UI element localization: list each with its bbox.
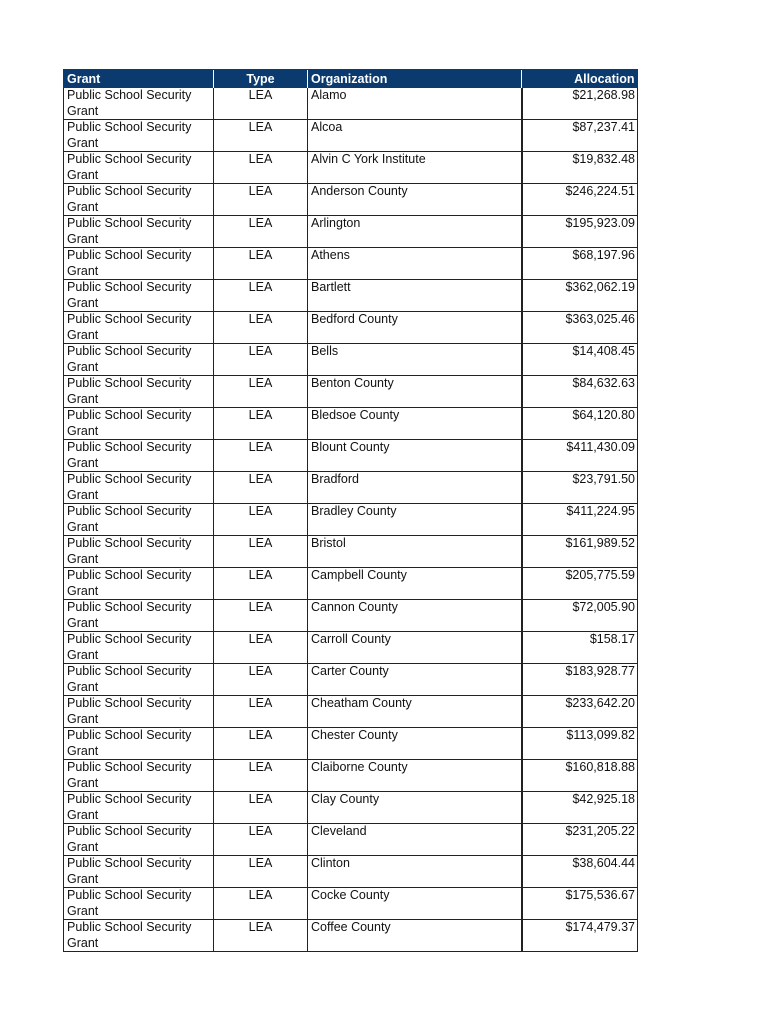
cell-allocation: $161,989.52 bbox=[522, 536, 638, 568]
cell-type: LEA bbox=[214, 376, 308, 408]
table-row bbox=[64, 536, 638, 568]
cell-organization: Athens bbox=[308, 248, 522, 280]
cell-allocation: $38,604.44 bbox=[522, 856, 638, 888]
cell-organization: Campbell County bbox=[308, 568, 522, 600]
cell-organization: Alamo bbox=[308, 88, 522, 120]
cell-grant: Public School Security Grant bbox=[64, 216, 214, 248]
cell-type: LEA bbox=[214, 216, 308, 248]
table-row bbox=[64, 216, 638, 248]
cell-type: LEA bbox=[214, 664, 308, 696]
table-row bbox=[64, 280, 638, 312]
cell-type: LEA bbox=[214, 184, 308, 216]
cell-type: LEA bbox=[214, 88, 308, 120]
cell-grant: Public School Security Grant bbox=[64, 376, 214, 408]
cell-organization: Carter County bbox=[308, 664, 522, 696]
cell-type: LEA bbox=[214, 152, 308, 184]
cell-organization: Claiborne County bbox=[308, 760, 522, 792]
cell-organization: Clay County bbox=[308, 792, 522, 824]
cell-organization: Bedford County bbox=[308, 312, 522, 344]
table-row bbox=[64, 696, 638, 728]
table-row bbox=[64, 152, 638, 184]
table-row bbox=[64, 440, 638, 472]
cell-grant: Public School Security Grant bbox=[64, 280, 214, 312]
cell-organization: Cocke County bbox=[308, 888, 522, 920]
cell-type: LEA bbox=[214, 120, 308, 152]
cell-grant: Public School Security Grant bbox=[64, 312, 214, 344]
cell-allocation: $64,120.80 bbox=[522, 408, 638, 440]
table-row bbox=[64, 888, 638, 920]
cell-allocation: $158.17 bbox=[522, 632, 638, 664]
cell-grant: Public School Security Grant bbox=[64, 152, 214, 184]
cell-type: LEA bbox=[214, 248, 308, 280]
cell-organization: Anderson County bbox=[308, 184, 522, 216]
cell-organization: Bristol bbox=[308, 536, 522, 568]
cell-allocation: $363,025.46 bbox=[522, 312, 638, 344]
cell-type: LEA bbox=[214, 792, 308, 824]
cell-grant: Public School Security Grant bbox=[64, 664, 214, 696]
cell-type: LEA bbox=[214, 600, 308, 632]
cell-allocation: $84,632.63 bbox=[522, 376, 638, 408]
table-row bbox=[64, 376, 638, 408]
cell-allocation: $42,925.18 bbox=[522, 792, 638, 824]
cell-allocation: $233,642.20 bbox=[522, 696, 638, 728]
table-row bbox=[64, 664, 638, 696]
cell-allocation: $246,224.51 bbox=[522, 184, 638, 216]
cell-grant: Public School Security Grant bbox=[64, 888, 214, 920]
cell-grant: Public School Security Grant bbox=[64, 632, 214, 664]
cell-allocation: $160,818.88 bbox=[522, 760, 638, 792]
table-row bbox=[64, 312, 638, 344]
cell-organization: Coffee County bbox=[308, 920, 522, 952]
table-row bbox=[64, 728, 638, 760]
cell-allocation: $205,775.59 bbox=[522, 568, 638, 600]
cell-grant: Public School Security Grant bbox=[64, 184, 214, 216]
cell-organization: Alcoa bbox=[308, 120, 522, 152]
cell-type: LEA bbox=[214, 568, 308, 600]
cell-type: LEA bbox=[214, 504, 308, 536]
cell-allocation: $195,923.09 bbox=[522, 216, 638, 248]
cell-grant: Public School Security Grant bbox=[64, 824, 214, 856]
cell-grant: Public School Security Grant bbox=[64, 536, 214, 568]
cell-allocation: $183,928.77 bbox=[522, 664, 638, 696]
cell-allocation: $72,005.90 bbox=[522, 600, 638, 632]
cell-grant: Public School Security Grant bbox=[64, 504, 214, 536]
cell-allocation: $362,062.19 bbox=[522, 280, 638, 312]
cell-organization: Benton County bbox=[308, 376, 522, 408]
cell-grant: Public School Security Grant bbox=[64, 248, 214, 280]
cell-organization: Carroll County bbox=[308, 632, 522, 664]
table-row bbox=[64, 568, 638, 600]
table-row bbox=[64, 792, 638, 824]
cell-type: LEA bbox=[214, 344, 308, 376]
column-header-grant: Grant bbox=[64, 70, 214, 89]
cell-grant: Public School Security Grant bbox=[64, 344, 214, 376]
cell-type: LEA bbox=[214, 536, 308, 568]
cell-type: LEA bbox=[214, 280, 308, 312]
table-row bbox=[64, 184, 638, 216]
cell-grant: Public School Security Grant bbox=[64, 120, 214, 152]
cell-organization: Bradley County bbox=[308, 504, 522, 536]
cell-allocation: $23,791.50 bbox=[522, 472, 638, 504]
cell-type: LEA bbox=[214, 824, 308, 856]
cell-allocation: $19,832.48 bbox=[522, 152, 638, 184]
cell-organization: Cleveland bbox=[308, 824, 522, 856]
cell-organization: Bledsoe County bbox=[308, 408, 522, 440]
cell-organization: Blount County bbox=[308, 440, 522, 472]
cell-type: LEA bbox=[214, 728, 308, 760]
cell-grant: Public School Security Grant bbox=[64, 856, 214, 888]
cell-grant: Public School Security Grant bbox=[64, 472, 214, 504]
cell-organization: Bradford bbox=[308, 472, 522, 504]
cell-grant: Public School Security Grant bbox=[64, 568, 214, 600]
table-row bbox=[64, 632, 638, 664]
table-row bbox=[64, 760, 638, 792]
table-row bbox=[64, 248, 638, 280]
cell-type: LEA bbox=[214, 472, 308, 504]
cell-organization: Bartlett bbox=[308, 280, 522, 312]
cell-type: LEA bbox=[214, 760, 308, 792]
column-header-type: Type bbox=[214, 70, 308, 89]
cell-allocation: $231,205.22 bbox=[522, 824, 638, 856]
cell-type: LEA bbox=[214, 632, 308, 664]
cell-allocation: $411,430.09 bbox=[522, 440, 638, 472]
table-row bbox=[64, 472, 638, 504]
column-header-allocation: Allocation bbox=[522, 70, 638, 89]
cell-allocation: $68,197.96 bbox=[522, 248, 638, 280]
table-row bbox=[64, 408, 638, 440]
cell-grant: Public School Security Grant bbox=[64, 760, 214, 792]
cell-organization: Alvin C York Institute bbox=[308, 152, 522, 184]
cell-organization: Clinton bbox=[308, 856, 522, 888]
cell-grant: Public School Security Grant bbox=[64, 600, 214, 632]
cell-allocation: $175,536.67 bbox=[522, 888, 638, 920]
header-row bbox=[64, 70, 638, 89]
table-body bbox=[64, 88, 638, 952]
allocation-table bbox=[63, 69, 638, 952]
table-row bbox=[64, 120, 638, 152]
cell-organization: Cheatham County bbox=[308, 696, 522, 728]
table-header bbox=[64, 70, 638, 89]
cell-allocation: $21,268.98 bbox=[522, 88, 638, 120]
cell-grant: Public School Security Grant bbox=[64, 792, 214, 824]
table-row bbox=[64, 344, 638, 376]
table-row bbox=[64, 824, 638, 856]
cell-organization: Arlington bbox=[308, 216, 522, 248]
table-row bbox=[64, 920, 638, 952]
table-row bbox=[64, 88, 638, 120]
cell-type: LEA bbox=[214, 920, 308, 952]
cell-organization: Cannon County bbox=[308, 600, 522, 632]
cell-grant: Public School Security Grant bbox=[64, 920, 214, 952]
cell-type: LEA bbox=[214, 312, 308, 344]
cell-grant: Public School Security Grant bbox=[64, 440, 214, 472]
cell-type: LEA bbox=[214, 856, 308, 888]
cell-organization: Chester County bbox=[308, 728, 522, 760]
cell-allocation: $14,408.45 bbox=[522, 344, 638, 376]
cell-allocation: $411,224.95 bbox=[522, 504, 638, 536]
cell-type: LEA bbox=[214, 408, 308, 440]
table-row bbox=[64, 856, 638, 888]
cell-type: LEA bbox=[214, 696, 308, 728]
cell-type: LEA bbox=[214, 888, 308, 920]
cell-organization: Bells bbox=[308, 344, 522, 376]
cell-allocation: $87,237.41 bbox=[522, 120, 638, 152]
cell-grant: Public School Security Grant bbox=[64, 408, 214, 440]
cell-type: LEA bbox=[214, 440, 308, 472]
cell-grant: Public School Security Grant bbox=[64, 88, 214, 120]
column-header-organization: Organization bbox=[308, 70, 522, 89]
cell-grant: Public School Security Grant bbox=[64, 728, 214, 760]
cell-grant: Public School Security Grant bbox=[64, 696, 214, 728]
cell-allocation: $174,479.37 bbox=[522, 920, 638, 952]
table-row bbox=[64, 600, 638, 632]
table-row bbox=[64, 504, 638, 536]
cell-allocation: $113,099.82 bbox=[522, 728, 638, 760]
